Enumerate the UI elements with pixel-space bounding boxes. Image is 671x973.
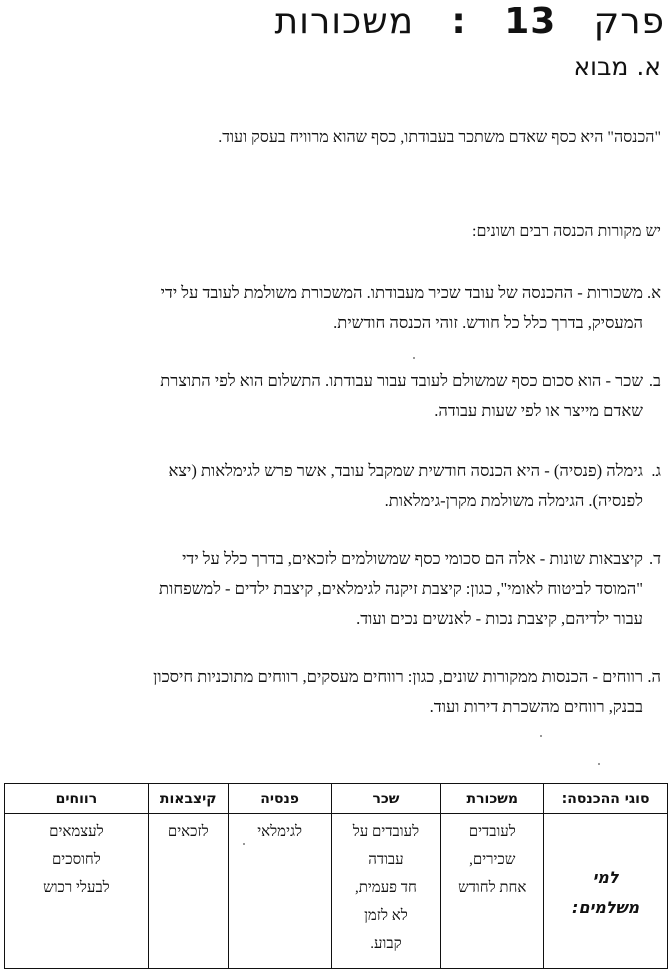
- scan-speck: [598, 763, 600, 765]
- list-item-text: המעסיק, בדרך כלל כל חודש. זוהי הכנסה חודשית.: [333, 313, 643, 332]
- cell-line: לעצמאים: [49, 824, 104, 840]
- header-profits: רווחים: [5, 784, 149, 814]
- cell-line: לגימלאי: [257, 824, 302, 840]
- list-item-text: רווחים - הכנסות ממקורות שונים, כגון: רווחים מעסקים, רווחים מתוכניות חיסכון: [153, 667, 643, 686]
- chapter-topic: משכורות: [274, 1, 415, 42]
- list-item-text: שאדם מייצר או לפי שעות עבודה.: [434, 401, 643, 420]
- list-item-text: בבנק, רווחים מהשכרת דירות ועוד.: [429, 697, 643, 716]
- cell-line: לעובדים: [468, 824, 516, 840]
- row-label-who-gets-paid: [544, 814, 668, 969]
- cell-pension: [228, 814, 331, 969]
- list-item-text: שכר - הוא סכום כסף שמשולם לעובד עבור עבודתו. התשלום הוא לפי התוצרת: [160, 371, 643, 390]
- list-item-text: קיצבאות שונות - אלה הם סכומי כסף שמשולמים לזכאים, בדרך כלל על ידי: [182, 549, 643, 568]
- table-header-row: [5, 784, 668, 814]
- cell-profits: [5, 814, 149, 969]
- header-wage: שכר: [331, 784, 441, 814]
- row-label-line: למי: [592, 868, 619, 887]
- list-item-letter: א.: [646, 283, 661, 302]
- cell-line: חד פעמית,: [354, 880, 417, 896]
- income-definition: "הכנסה" היא כסף שאדם משתכר בעבודתו, כסף שהוא מרוויח בעסק ועוד.: [218, 129, 661, 146]
- list-item-letter: ה.: [647, 667, 661, 686]
- list-item-pension: [9, 456, 661, 516]
- list-item-text: "המוסד לביטוח לאומי", כגון: קיצבת זיקנה לגימלאים, קיצבת ילדים - למשפחות: [159, 579, 643, 598]
- cell-line: אחת לחודש: [458, 880, 527, 896]
- sources-intro: יש מקורות הכנסה רבים ושונים:: [472, 223, 661, 240]
- row-label-line: משלמים:: [572, 898, 640, 917]
- chapter-number: 13: [504, 1, 557, 42]
- cell-allowances: [148, 814, 228, 969]
- cell-wage: [331, 814, 441, 969]
- cell-line: לזכאים: [167, 824, 209, 840]
- cell-salary: [441, 814, 544, 969]
- table-row: [5, 814, 668, 969]
- list-item-text: לפנסיה). הגימלה משולמת מקרן-גימלאות.: [384, 491, 643, 510]
- header-salary: משכורת: [441, 784, 544, 814]
- cell-line: לחוסכים: [51, 852, 101, 868]
- header-allowances: קיצבאות: [148, 784, 228, 814]
- list-item-salaries: [9, 278, 661, 338]
- list-item-wage: [9, 366, 661, 426]
- list-item-text: משכורות - ההכנסה של עובד שכיר מעבודתו. המשכורת משולמת לעובד על ידי: [160, 283, 643, 302]
- list-item-letter: ב.: [648, 371, 661, 390]
- list-item-letter: ד.: [648, 549, 661, 568]
- cell-line: לעובדים על: [352, 824, 420, 840]
- list-item-profits: [9, 662, 661, 722]
- cell-line: לבעלי רכוש: [43, 880, 110, 896]
- list-item-text: גימלה (פנסיה) - היא הכנסה חודשית שמקבל עובד, אשר פרש לגימלאות (יצא: [168, 461, 643, 480]
- chapter-word: פרק: [593, 1, 665, 42]
- income-types-table: [4, 783, 668, 969]
- chapter-separator: :: [451, 1, 467, 42]
- cell-line: קבוע.: [370, 936, 402, 952]
- list-item-letter: ג.: [651, 461, 661, 480]
- header-income-types: סוגי ההכנסה:: [544, 784, 668, 814]
- cell-line: שכירים,: [469, 852, 516, 868]
- list-item-allowances: [9, 544, 661, 634]
- header-pension: פנסיה: [228, 784, 331, 814]
- cell-line: עבודה: [368, 852, 404, 868]
- cell-line: לא לזמן: [364, 908, 408, 924]
- chapter-title: [5, 0, 665, 44]
- scan-speck: [413, 357, 415, 359]
- scan-speck: [540, 735, 542, 737]
- section-title: א. מבוא: [573, 52, 661, 81]
- list-item-text: עבור ילדיהם, קיצבת נכות - לאנשים נכים ועוד.: [356, 609, 643, 628]
